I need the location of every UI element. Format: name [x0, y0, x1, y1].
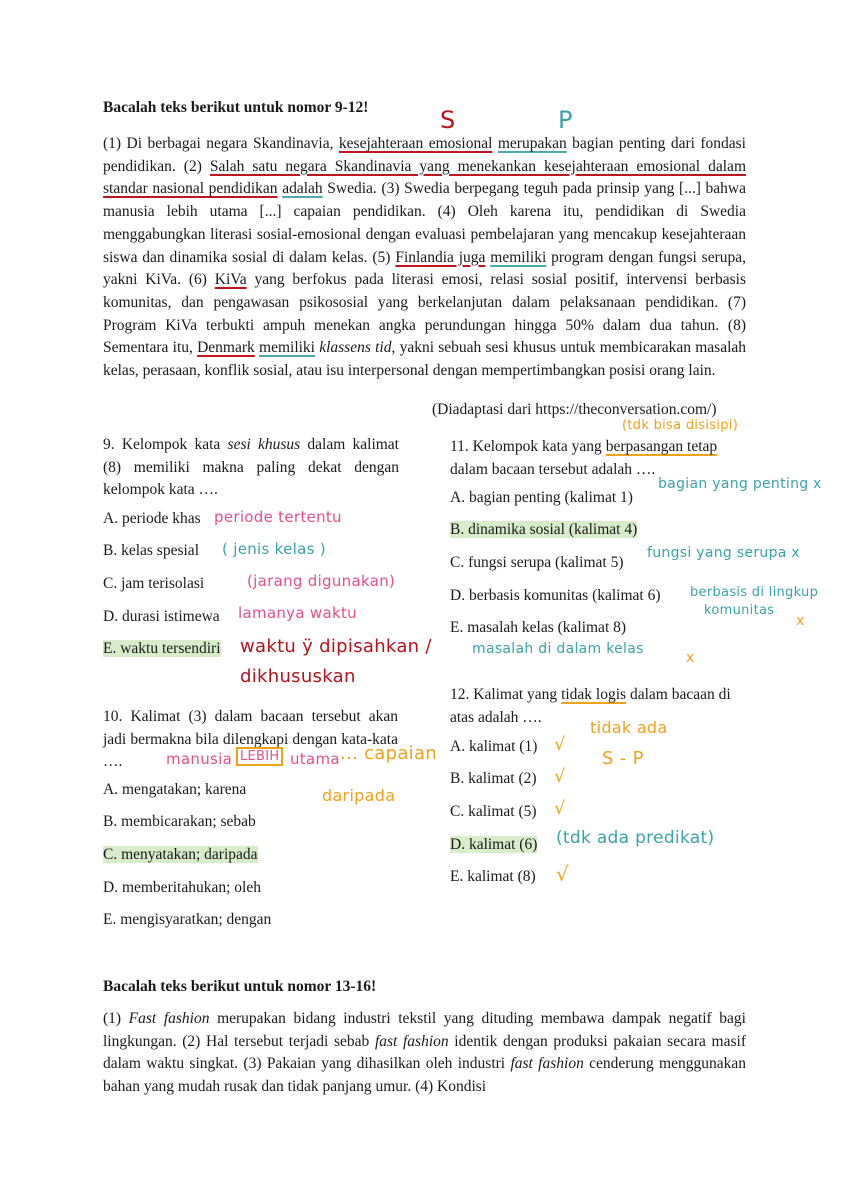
- passage-1-text: program dengan fungsi serupa, yakni KiVa. (6): [103, 248, 746, 289]
- note-q9-e-line2: dikhususkan: [240, 666, 356, 687]
- underline-predicate-8: memiliki: [259, 339, 315, 357]
- passage-1-text: (1) Di berbagai negara Skandinavia,: [103, 135, 339, 152]
- passage-1-text: yang berfokus pada literasi emosi, relasi sosial positif, intervensi berbasis komunitas, dan pengawasan psikososial yang berkelanjutan dalam pelaksanaan pendidikan. (7) Program KiVa terbukti ampuh menekan angka perundungan hingga 50% dalam dua tahun. (8) Sementara itu,: [103, 271, 746, 357]
- q9-stem-text: 9. Kelompok kata: [103, 436, 228, 453]
- q12-option-a[interactable]: A. kalimat (1): [450, 738, 538, 755]
- note-q12-top2: S - P: [602, 748, 644, 769]
- q12-option-b[interactable]: B. kalimat (2): [450, 770, 537, 787]
- q9-option-c[interactable]: C. jam terisolasi: [103, 575, 205, 592]
- check-icon: √: [554, 766, 566, 787]
- note-q11-c: fungsi yang serupa x: [647, 545, 801, 561]
- source-citation: (Diadaptasi dari https://theconversation.com/): [432, 401, 717, 418]
- note-subject-mark: S: [440, 106, 456, 134]
- question-11-stem: [450, 436, 750, 481]
- q11-option-b[interactable]: [450, 521, 637, 539]
- q11-stem-text: 11. Kelompok kata yang: [450, 438, 606, 455]
- check-icon: √: [556, 862, 570, 886]
- underline-subject-2: Salah satu negara Skandinavia yang menekankan kesejahteraan emosional dalam standar nasional pendidikan: [103, 157, 746, 198]
- q10-option-c[interactable]: [103, 846, 258, 864]
- passage-2-italic: fast fashion: [374, 1032, 449, 1050]
- note-q12-top1: tidak ada: [590, 718, 668, 737]
- q11-stem-underline: berpasangan tetap: [605, 438, 718, 455]
- passage-1: [103, 133, 746, 383]
- q10-option-c-highlight: C. menyatakan; daripada: [103, 846, 258, 863]
- note-q9-a: periode tertentu: [214, 508, 342, 526]
- passage-2-text: (1): [103, 1010, 129, 1027]
- q11-option-c[interactable]: C. fungsi serupa (kalimat 5): [450, 554, 624, 571]
- q9-stem-text: dalam kalimat (8) memiliki makna paling dekat dengan kelompok kata ….: [103, 436, 399, 498]
- q12-option-d-highlight: D. kalimat (6): [450, 836, 538, 853]
- q9-stem-italic: sesi khusus: [227, 436, 301, 453]
- underline-predicate-5: memiliki: [490, 248, 547, 266]
- q9-option-e-highlight: E. waktu tersendiri: [103, 640, 221, 657]
- passage-2-text: merupakan bidang industri tekstil yang dituding membawa dampak negatif bagi lingkungan. (2) Hal tersebut terjadi sebab: [103, 1010, 746, 1050]
- note-q9-c: (jarang digunakan): [247, 572, 396, 590]
- q12-option-d[interactable]: [450, 836, 537, 854]
- note-q11-e: masalah di dalam kelas: [472, 641, 644, 657]
- q12-stem-text: dalam bacaan di atas adalah ….: [450, 686, 731, 726]
- note-q10-capaian: ... capaian: [340, 743, 438, 764]
- passage-2-text: cenderung menggunakan bahan yang mudah rusak dan tidak panjang umur. (4) Kondisi: [103, 1055, 746, 1096]
- q11-option-d[interactable]: D. berbasis komunitas (kalimat 6): [450, 587, 661, 604]
- section1-heading: Bacalah teks berikut untuk nomor 9-12!: [103, 99, 369, 116]
- q12-stem-text: 12. Kalimat yang: [450, 686, 562, 703]
- question-9-stem: [103, 434, 399, 502]
- q11-option-b-highlight: B. dinamika sosial (kalimat 4): [450, 521, 638, 538]
- note-q9-b: ( jenis kelas ): [222, 540, 326, 558]
- passage-2: [103, 1008, 746, 1099]
- note-q11-d-line2: komunitas: [704, 603, 775, 618]
- q10-option-b[interactable]: B. membicarakan; sebab: [103, 813, 256, 830]
- note-q10-manusia: manusia: [166, 750, 233, 768]
- q9-option-e[interactable]: [103, 640, 221, 658]
- passage-2-italic: Fast fashion: [128, 1010, 210, 1027]
- note-q9-e-line1: waktu ÿ dipisahkan /: [240, 636, 432, 657]
- underline-subject-5: Finlandia juga: [395, 248, 486, 266]
- note-q11-d-line1: berbasis di lingkup: [690, 585, 819, 600]
- question-10-stem: 10. Kalimat (3) dalam bacaan tersebut akan jadi bermakna bila dilengkapi dengan kata-kata ….: [103, 708, 398, 770]
- q12-option-e[interactable]: E. kalimat (8): [450, 868, 536, 885]
- note-q10-lebih-box: LEBIH: [236, 747, 283, 766]
- passage-1-text: Swedia. (3) Swedia berpegang teguh pada prinsip yang [...] bahwa manusia lebih utama [...] capaian pendidikan. (4) Oleh karena itu, pendidikan di Swedia menggabungkan literasi sosial-emosional dengan evaluasi pembelajaran yang mencakup kesejahteraan siswa dan dinamika sosial di dalam kelas. (5): [103, 180, 747, 266]
- passage-1-italic: klassens tid: [319, 339, 392, 357]
- check-icon: √: [554, 798, 566, 819]
- passage-1-text: bagian penting dari fondasi pendidikan. (2): [103, 135, 746, 175]
- passage-1-text: , yakni sebuah sesi khusus untuk membicarakan masalah kelas, perasaan, konflik sosial, atau isu interpersonal dengan mempertimbangkan posisi orang lain.: [103, 339, 747, 380]
- note-q11-e-x: x: [686, 650, 695, 666]
- underline-subject-8: Denmark: [197, 339, 255, 357]
- section2-heading: Bacalah teks berikut untuk nomor 13-16!: [103, 978, 377, 995]
- note-q12-d: (tdk ada predikat): [556, 828, 715, 848]
- note-q11-top: (tdk bisa disisipi): [622, 418, 739, 433]
- q9-option-a[interactable]: A. periode khas: [103, 510, 201, 527]
- note-q9-d: lamanya waktu: [238, 604, 357, 622]
- q9-option-d[interactable]: D. durasi istimewa: [103, 608, 220, 625]
- q10-option-d[interactable]: D. memberitahukan; oleh: [103, 879, 261, 896]
- q9-option-b[interactable]: B. kelas spesial: [103, 542, 199, 559]
- underline-predicate-1: merupakan: [497, 135, 567, 152]
- q10-option-e[interactable]: E. mengisyaratkan; dengan: [103, 911, 272, 928]
- passage-2-italic: fast fashion: [510, 1055, 584, 1073]
- q11-option-e[interactable]: E. masalah kelas (kalimat 8): [450, 619, 627, 636]
- q12-option-c[interactable]: C. kalimat (5): [450, 803, 537, 820]
- q12-stem-underline: tidak logis: [561, 686, 627, 703]
- note-q11-d-x: x: [796, 613, 805, 629]
- q10-option-a[interactable]: A. mengatakan; karena: [103, 781, 247, 798]
- underline-subject-1: kesejahteraan emosional: [338, 135, 493, 152]
- note-predicate-mark: P: [558, 106, 573, 134]
- passage-2-text: identik dengan produksi pakaian secara masif dalam waktu singkat. (3) Pakaian yang dihasilkan oleh industri: [103, 1032, 746, 1073]
- note-q10-daripada: daripada: [322, 786, 396, 805]
- note-q11-a: bagian yang penting x: [658, 476, 822, 492]
- note-q10-utama: utama: [290, 750, 340, 768]
- q11-option-a[interactable]: A. bagian penting (kalimat 1): [450, 489, 633, 506]
- check-icon: √: [554, 734, 566, 755]
- underline-subject-6: KiVa: [214, 271, 247, 289]
- q11-stem-text: dalam bacaan tersebut adalah ….: [450, 460, 656, 478]
- underline-predicate-2: adalah: [282, 180, 323, 198]
